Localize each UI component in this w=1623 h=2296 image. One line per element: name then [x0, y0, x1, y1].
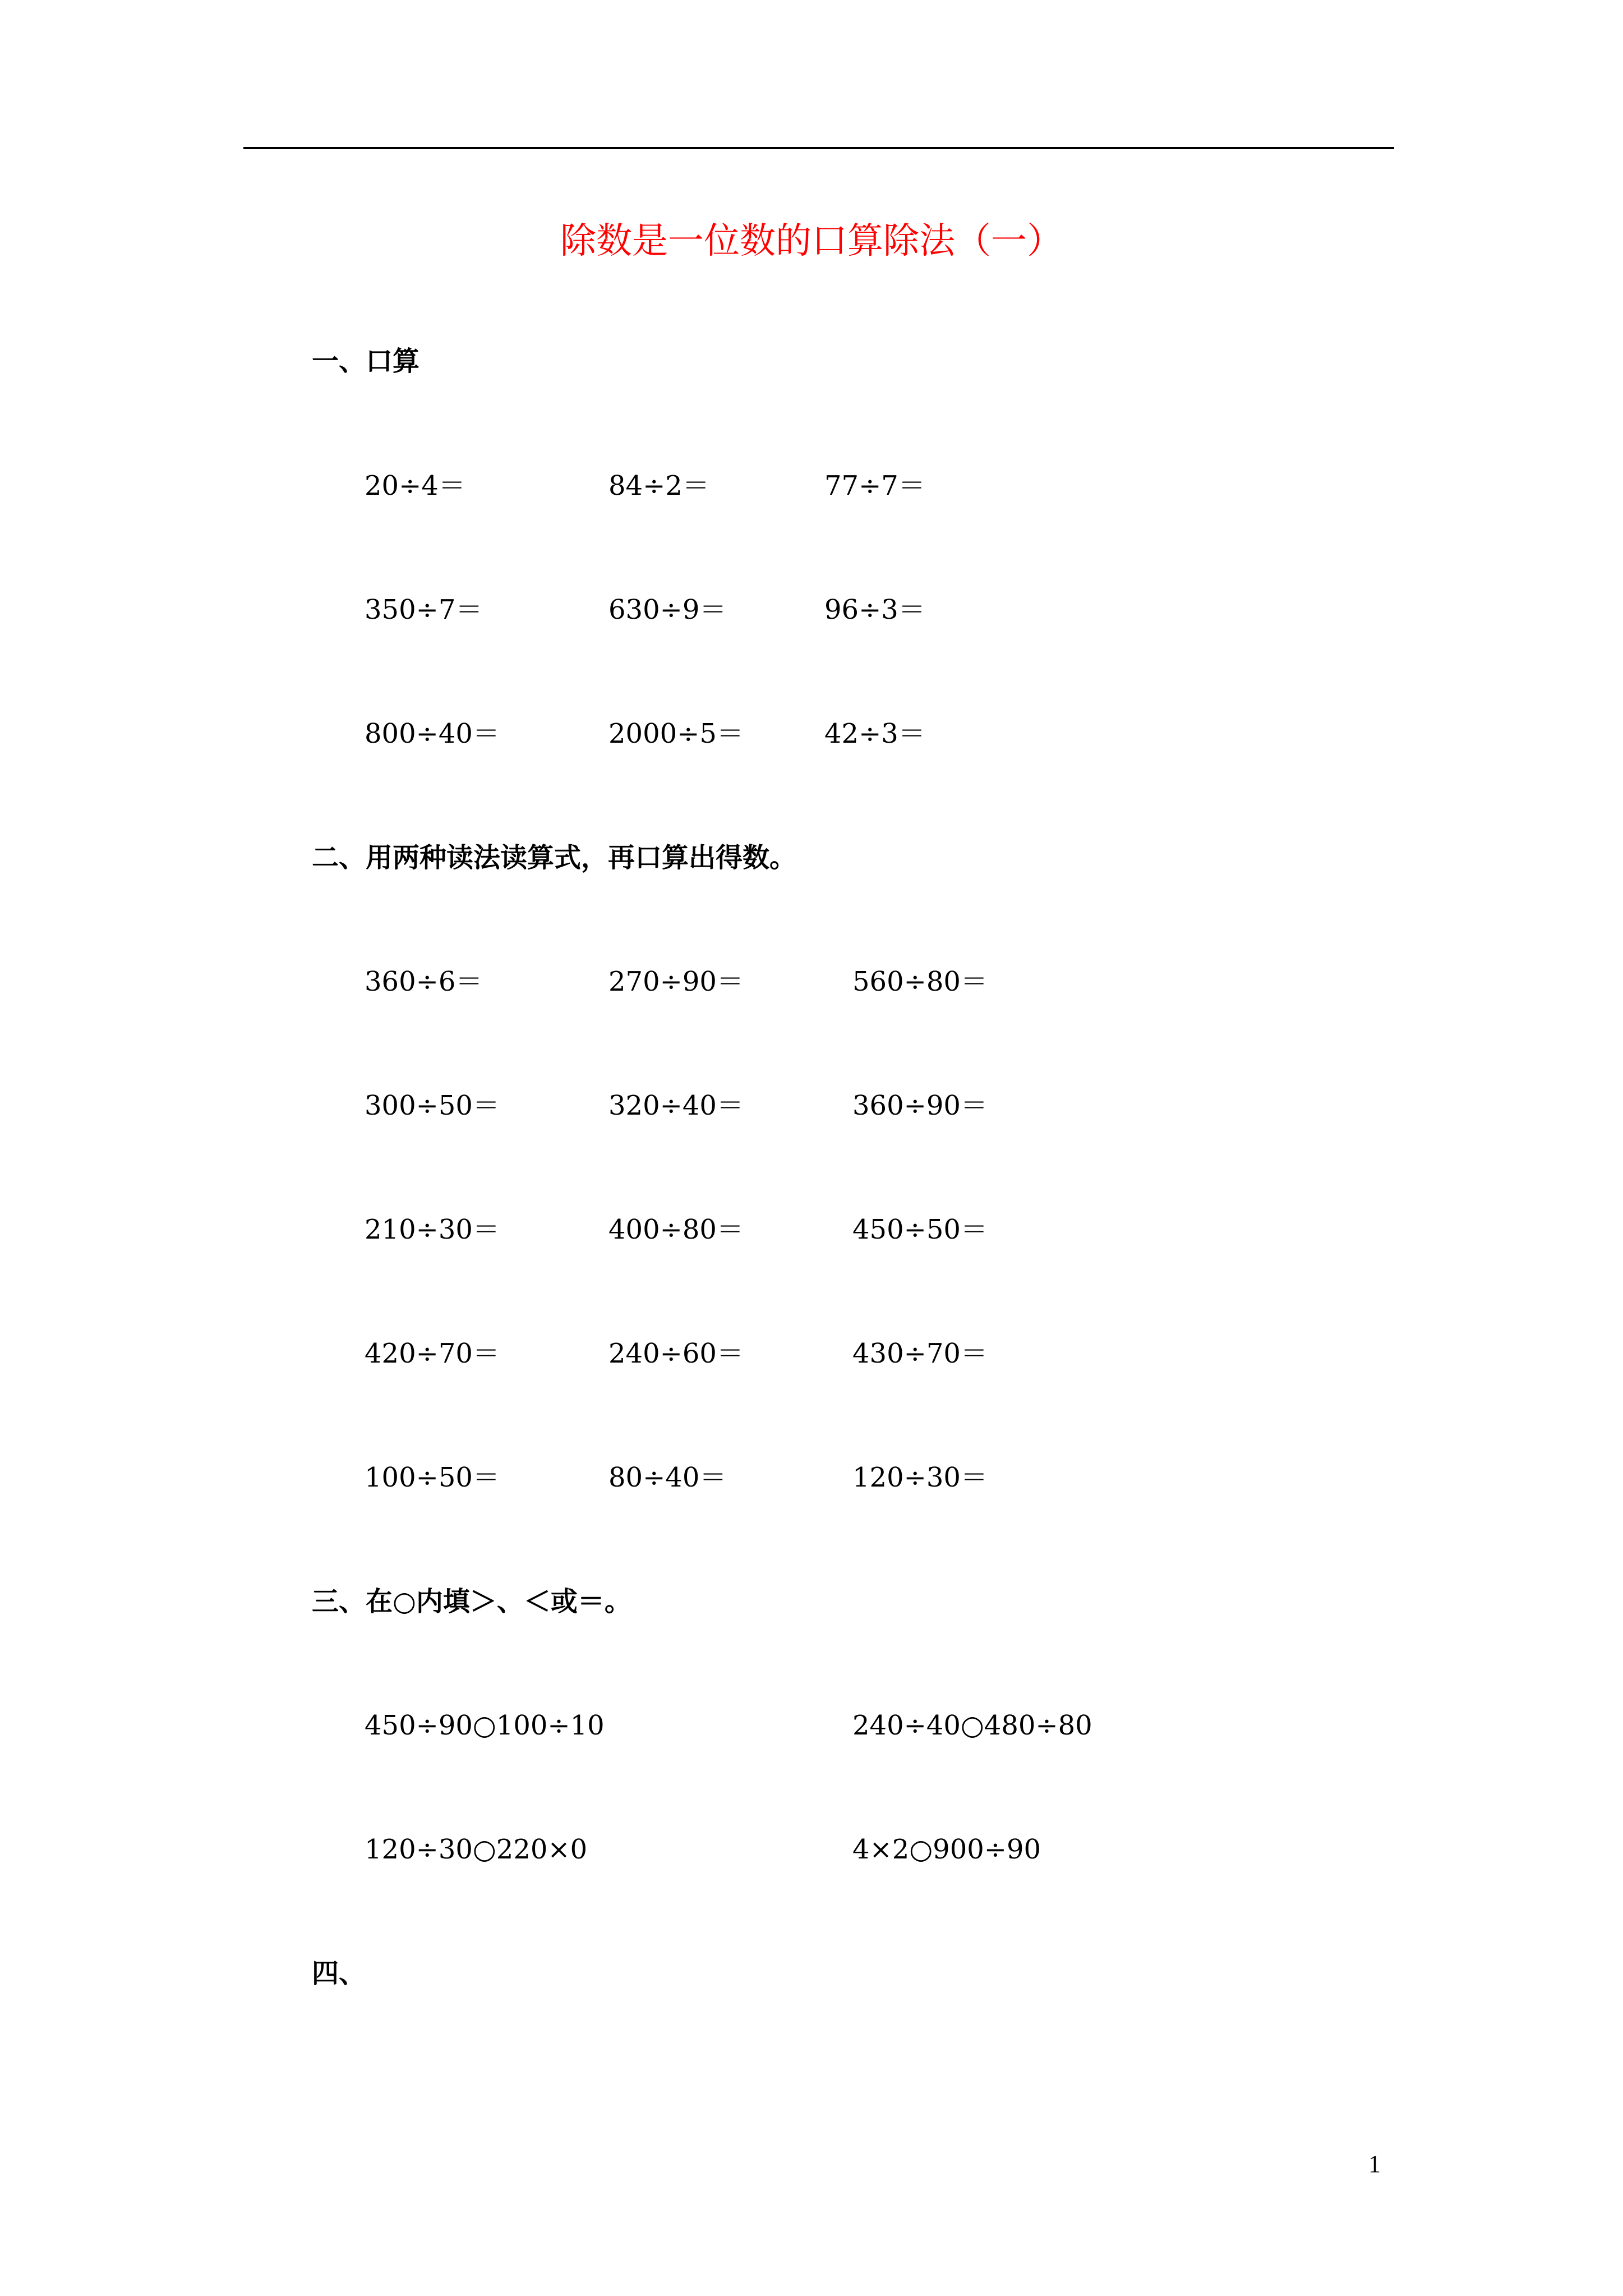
problem-2-2-2: 320÷40＝ [608, 1090, 744, 1121]
problem-1-1-2: 84÷2＝ [608, 470, 709, 501]
problem-2-3-2: 400÷80＝ [608, 1214, 744, 1245]
comparison-3-1-1: 450÷90○100÷10 [365, 1710, 605, 1741]
section-heading-4: 四、 [312, 1958, 366, 1989]
problem-1-2-1: 350÷7＝ [365, 594, 483, 625]
problem-1-1-1: 20÷4＝ [365, 470, 465, 501]
comparison-3-2-1: 120÷30○220×0 [365, 1834, 588, 1865]
problem-2-2-1: 300÷50＝ [365, 1090, 500, 1121]
problem-1-3-3: 42÷3＝ [824, 718, 925, 749]
page-number: 1 [1368, 2150, 1381, 2178]
section-heading-1: 一、口算 [312, 346, 420, 377]
problem-2-4-2: 240÷60＝ [608, 1338, 744, 1369]
comparison-3-1-2: 240÷40○480÷80 [852, 1710, 1092, 1741]
problem-2-3-1: 210÷30＝ [365, 1214, 500, 1245]
problem-2-5-1: 100÷50＝ [365, 1462, 500, 1493]
problem-2-5-2: 80÷40＝ [608, 1462, 727, 1493]
problem-2-4-3: 430÷70＝ [852, 1338, 988, 1369]
problem-2-5-3: 120÷30＝ [852, 1462, 988, 1493]
problem-2-1-3: 560÷80＝ [852, 966, 988, 997]
section-heading-2: 二、用两种读法读算式，再口算出得数。 [312, 842, 797, 873]
problem-1-1-3: 77÷7＝ [824, 470, 925, 501]
section-heading-3: 三、在○内填＞、＜或＝。 [312, 1586, 631, 1617]
problem-1-2-2: 630÷9＝ [608, 594, 727, 625]
page-title: 除数是一位数的口算除法（一） [560, 220, 1063, 262]
header-rule [243, 147, 1394, 149]
problem-2-1-1: 360÷6＝ [365, 966, 483, 997]
problem-2-4-1: 420÷70＝ [365, 1338, 500, 1369]
problem-2-1-2: 270÷90＝ [608, 966, 744, 997]
comparison-3-2-2: 4×2○900÷90 [852, 1834, 1041, 1865]
problem-1-3-2: 2000÷5＝ [608, 718, 744, 749]
problem-2-2-3: 360÷90＝ [852, 1090, 988, 1121]
problem-2-3-3: 450÷50＝ [852, 1214, 988, 1245]
problem-1-2-3: 96÷3＝ [824, 594, 925, 625]
problem-1-3-1: 800÷40＝ [365, 718, 500, 749]
